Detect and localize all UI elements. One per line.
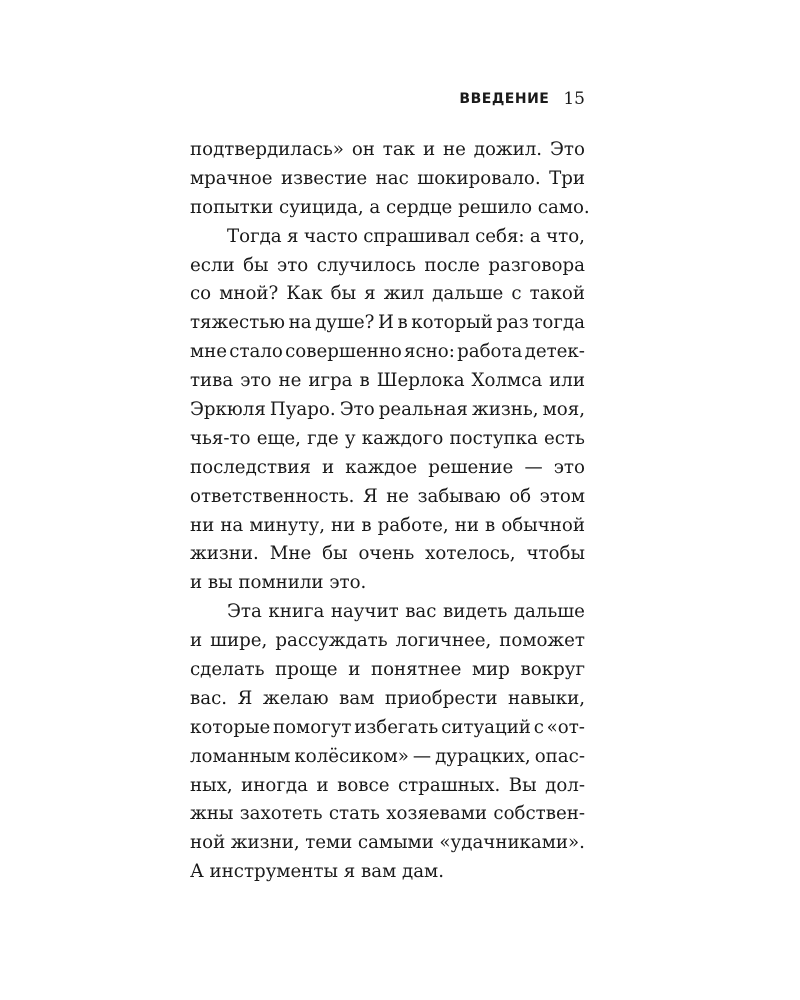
- text-line: ни на минуту, ни в работе, ни в обычной: [190, 514, 585, 536]
- body-text: [190, 136, 590, 887]
- running-header: [190, 86, 585, 112]
- text-line: сделать проще и понятнее мир вокруг: [190, 659, 585, 681]
- text-line: Тогда я часто спрашивал себя: а что,: [227, 225, 585, 247]
- text-line: жны захотеть стать хозяевами собствен-: [190, 803, 585, 825]
- page-number: 15: [563, 89, 585, 109]
- text-line: вас. Я желаю вам приобрести навыки,: [190, 687, 585, 709]
- text-line: тяжестью на душе? И в который раз тогда: [190, 312, 585, 334]
- text-line: ной жизни, теми самыми «удачниками».: [190, 832, 585, 854]
- text-line: мне стало совершенно ясно: работа детек-: [190, 341, 585, 363]
- text-line: и шире, рассуждать логичнее, поможет: [190, 630, 585, 652]
- text-line: попытки суицида, а сердце решило само.: [190, 196, 590, 218]
- text-line: А инструменты я вам дам.: [190, 861, 444, 883]
- text-line: ответственность. Я не забываю об этом: [190, 485, 585, 507]
- text-line: ломанным колёсиком» — дурацких, опас-: [190, 745, 585, 767]
- text-line: последствия и каждое решение — это: [190, 456, 585, 478]
- text-line: подтвердилась» он так и не дожил. Это: [190, 139, 585, 160]
- text-line: со мной? Как бы я жил дальше с такой: [190, 283, 585, 305]
- text-line: которые помогут избегать ситуаций с «от-: [190, 716, 585, 738]
- text-line: Эркюля Пуаро. Это реальная жизнь, моя,: [190, 399, 585, 421]
- text-line: мрачное известие нас шокировало. Три: [190, 167, 585, 189]
- text-line: чья-то еще, где у каждого поступка есть: [190, 427, 585, 449]
- text-line: и вы помнили это.: [190, 572, 367, 594]
- chapter-title: ВВЕДЕНИЕ: [459, 91, 550, 107]
- text-line: ных, иногда и вовсе страшных. Вы дол-: [190, 774, 585, 796]
- text-line: тива это не игра в Шерлока Холмса или: [190, 370, 585, 392]
- text-line: Эта книга научит вас видеть дальше: [227, 601, 585, 623]
- text-line: жизни. Мне бы очень хотелось, чтобы: [190, 543, 585, 565]
- text-line: если бы это случилось после разговора: [190, 254, 585, 276]
